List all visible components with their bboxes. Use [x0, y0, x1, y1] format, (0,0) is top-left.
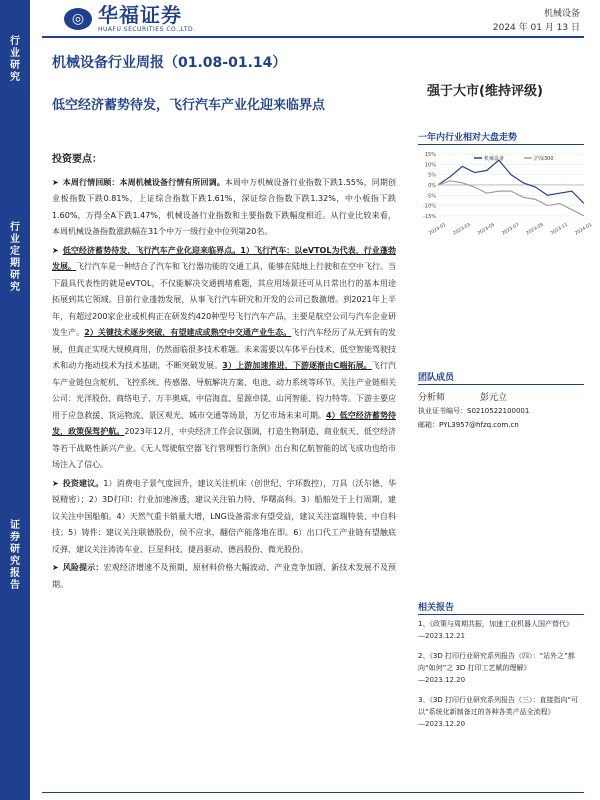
related-report-item[interactable]: 3、《3D 打印行业研究系列报告（三）：直接指向“可以”系统化新制备过的各种各类产品全流程》 —2023.12.20 — [418, 696, 579, 728]
sidebar-tag-industry-research: 行业研究 — [10, 36, 20, 83]
relative-performance-chart — [414, 148, 594, 240]
sidebar-tag-securities-report: 证券研究报告 — [10, 520, 20, 591]
chart-divider — [418, 144, 584, 145]
main-body — [52, 152, 396, 595]
legend-label: 沪深300 — [534, 156, 554, 162]
bullet-arrow-icon: ➤ — [52, 478, 59, 488]
paragraph-low-altitude: ➤ 低空经济蓄势待发，飞行汽车产业化迎来临界点。1）飞行汽车：以eVTOL为代表，行业蓬勃发展。飞行汽车是一种结合了汽车和飞行器功能的交通工具，能够在陆地上行驶和在空中飞行。当下最具代表性的就是eVTOL，不仅能解决交通拥堵难题，其应用场景还可从日常出行的基本用途拓展到其它领域。目前行业蓬勃发展，从事飞行汽车研究和开发的公司已数激增。到2021年上半年，有超过200家企业或机构正在研发约420种型号飞行汽车产品，主要是航空公司与汽车企业研发生产。2）关键技术逐步突破，有望建成或熟空中交通产业生态。飞行汽车经历了从无到有的发展，但真正实现大规模商用，仍然面临很多技术难题。未来需要以车体平台技术、低空智能驾驶技术和动力拖动技术为技术基础，不断突破发展。3）上游加速推进，下游逐渐由C端拓展。飞行汽车产业链包含舵机、飞控系统、传感器、导航解决方案、电池、动力系统等环节。关注产业链相关公司：光洋股份、商络电子、万丰奥威、中信海直、星源卓镁、山河智能、钧力特等。下游主要应用于应急救援、货运物流、景区观光、城市交通等场景，万亿市场未来可期。4）低空经济蓄势待发，政策保驾护航。2023年12月，中央经济工作会议强调，打造生物制造、商业航天、低空经济等若干战略性新兴产业。《无人驾驶航空器飞行管理暂行条例》出台和亿航智能的试飞成功也给市场注入了信心。 — [52, 245, 397, 469]
related-report-item[interactable]: 2、《3D 打印行业研究系列报告（四）：“站外之”都向“如何”之 3D 打印工艺赋的理解》 —2023.12.20 — [418, 652, 575, 684]
y-tick-label: -15% — [423, 213, 436, 220]
bullet-arrow-icon: ➤ — [52, 177, 59, 187]
y-tick-label: 15% — [424, 152, 436, 158]
related-divider — [418, 614, 584, 615]
header-divider — [42, 36, 584, 38]
paragraph-weekly-review: ➤ 本周行情回顾：本周机械设备行情有所回调。本周中万机械设备行业指数下跌1.55%，同期创业板指数下跌0.81%，上证综合指数下跌1.61%，深证综合指数下跌1.32%，中小板指下跌1.60%，万得全A下跌1.47%，机械设备行业指数和主要指数下跌幅度相近。从行业比较来看，本周机械设备指数涨跌幅在31个中万一级行业中位列第20名。 — [52, 177, 396, 236]
x-tick-label: 2023-05 — [477, 222, 496, 237]
report-subtitle: 低空经济蓄势待发，飞行汽车产业化迎来临界点 — [52, 98, 326, 113]
related-reports-list — [418, 618, 588, 738]
x-tick-label: 2023-09 — [525, 222, 545, 237]
header-category: 机械设备 — [543, 9, 580, 19]
left-sidebar — [0, 0, 30, 800]
footer-divider — [42, 792, 584, 793]
y-tick-label: -10% — [423, 203, 436, 210]
bullet-arrow-icon: ➤ — [52, 563, 59, 572]
series-line-2 — [438, 181, 584, 216]
team-divider — [418, 384, 584, 385]
x-tick-label: 2023-01 — [428, 222, 448, 237]
header-date: 2024 年 01 月 13 日 — [492, 23, 580, 33]
y-tick-label: 0% — [428, 182, 436, 189]
analyst-role: 分析师 — [418, 393, 446, 403]
team-heading: 团队成员 — [418, 373, 455, 383]
related-report-item[interactable]: 1、《政策与周期共振，加速工业机器人国产替代》 —2023.12.21 — [418, 620, 573, 640]
logo-name-en: HUAFU SECURITIES CO.,LTD. — [98, 26, 196, 33]
y-tick-label: 10% — [424, 162, 436, 169]
section-heading: 投资要点： — [52, 154, 102, 165]
rating-label: 强于大市(维持评级) — [427, 84, 543, 99]
logo-mark-icon: ◎ — [64, 8, 92, 30]
analyst-license: 执业证书编号：S0210522100001 — [418, 407, 530, 415]
company-logo — [64, 4, 196, 33]
paragraph-risk-warning: ➤ 风险提示：宏观经济增速不及预期、原材料价格大幅波动、产业竞争加剧、新技术发展不及预期。 — [52, 563, 397, 589]
series-line-1 — [438, 160, 584, 203]
report-title: 机械设备行业周报（01.08-01.14） — [52, 55, 287, 71]
logo-name: 华福证券 — [98, 3, 182, 27]
sidebar-tag-periodic-research: 行业定期研究 — [10, 222, 20, 293]
paragraph-investment-advice: ➤ 投资建议。1）消费电子景气度回升，建议关注机床（创世纪、宇环数控），刀具（沃尔德、华锐精密）；2）3D打印：行业加速渗透，建议关注铂力特、华曙高科。3）船舶处于上行周期，建议关注中国船舶。4）天然气重卡销量大增，LNG设备需求有望受益，建议关注富瑞特装、中自科技；5）铸件：建议关注联德股份，侯不应求，翻倍产能落地在即。6）出口代工产业链有望触底反弹，建议关注涛涛车业、巨星科技、捷昌驱动、德昌股份、微光股份。 — [52, 478, 397, 554]
analyst-email[interactable]: 邮箱：PYL3957@hfzq.com.cn — [418, 421, 519, 429]
analyst-name: 彭元立 — [480, 393, 508, 403]
x-tick-label: 2023-11 — [550, 222, 569, 237]
y-tick-label: 5% — [428, 172, 436, 179]
x-tick-label: 2024-01 — [574, 222, 594, 237]
x-tick-label: 2023-03 — [452, 222, 472, 237]
legend-label: 机械设备 — [484, 156, 505, 162]
chart-title: 一年内行业相对大盘走势 — [418, 133, 518, 143]
x-tick-label: 2023-07 — [501, 222, 521, 237]
y-tick-label: -5% — [426, 193, 436, 200]
bullet-arrow-icon: ➤ — [52, 245, 59, 255]
related-reports-heading: 相关报告 — [418, 603, 455, 613]
